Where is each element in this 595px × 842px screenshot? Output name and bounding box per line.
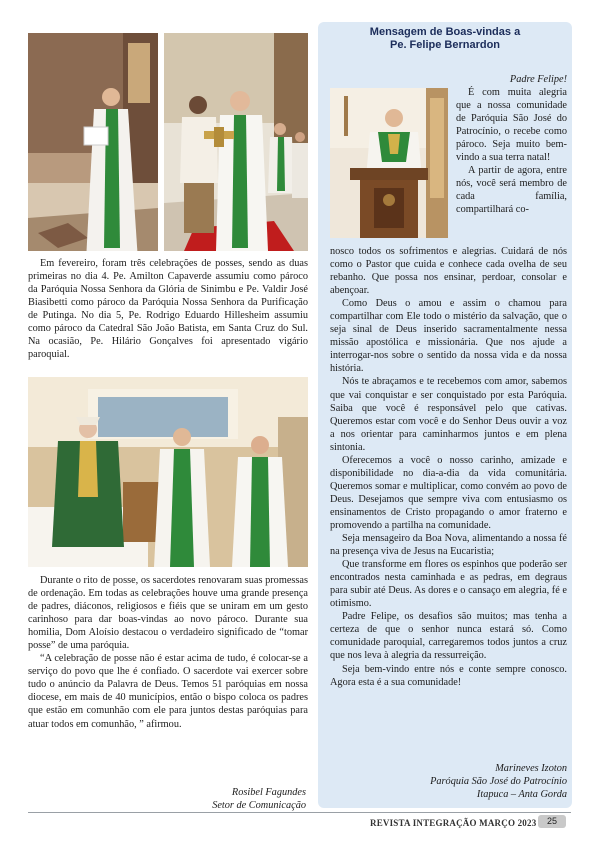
- right-signature: [380, 762, 567, 801]
- welcome-paragraph-2-start: A partir de agora, entre nós, você será membro de cada família, compartilhará co-: [456, 165, 567, 216]
- signer-parish: Paróquia São José do Patrocínio: [430, 776, 567, 787]
- wrap-text-beside-photo: [456, 86, 567, 216]
- signer-place: Itapuca – Anta Gorda: [476, 789, 567, 800]
- welcome-paragraph-7: Que transforme em flores os espinhos que poderão ser encontrados nesta caminhada e as pedras, em degraus para subir até Deus. As dores e o cansaço em alegria, fé e otimismo.: [330, 559, 567, 610]
- welcome-body: [330, 245, 567, 689]
- title-line-1: Mensagem de Boas-vindas a: [369, 26, 521, 38]
- footer-divider: [28, 812, 571, 813]
- greeting-text: Padre Felipe!: [509, 74, 567, 85]
- author-name: Rosibel Fagundes: [231, 787, 306, 798]
- welcome-paragraph-2-end: nosco todos os sofrimentos e alegrias. Cuidará de nós como o Pastor que cuida e conhece cada ovelha de seu rebanho. Que possa nos ensinar, perdoar, consolar e abençoar.: [330, 246, 567, 297]
- intro-text: Em fevereiro, foram três celebrações de posses, sendo as duas primeiras no dia 4. Pe. Amilton Capaverde assumiu como pároco da Paróquia Nossa Senhora da Glória de Sinimbu e Pe. Valdir José Biasibetti como pároco da Paróquia Nossa Senhora da Purificação de Putinga. No dia 5, Pe. Rodrigo Eduardo Hillesheim assumiu como pároco da Catedral São João Batista, em Santa Cruz do Sul. Na ocasião, Pe. Hilário Gonçalves foi apresentado vigário paroquial.: [28, 258, 308, 361]
- rite-text: Durante o rito de posse, os sacerdotes renovaram suas promessas de ordenação. Em todas as celebrações houve uma grande presença de padres, diáconos, religiosos e fiéis que se uniram em um gesto carinhoso para dar boas-vindas ao novo pároco. Durante sua homilia, Dom Aloísio destacou o verdadeiro significado de “tomar posse” de uma paróquia.: [28, 575, 308, 652]
- photo-priest-reading: [28, 33, 158, 251]
- welcome-paragraph-4: Nós te abraçamos e te recebemos com amor, sabemos que vai conquistar e ser conquistado por esta Paróquia. Saiba que você é responsável pelo que cativas. Queremos estar com você e do Senhor Deus ouvir a voz a nos orientar para caminharmos juntos e em plena sintonia.: [330, 376, 567, 453]
- signer-name: Marineves Izoton: [495, 763, 567, 774]
- welcome-title: [318, 26, 572, 52]
- footer-magazine: REVISTA INTEGRAÇÃO MARÇO 2023: [370, 818, 537, 828]
- greeting: [456, 73, 567, 86]
- left-signature: [120, 786, 306, 812]
- photo-key-ceremony: [164, 33, 308, 251]
- photo-bishop-and-priests: [28, 377, 308, 567]
- welcome-paragraph-1: É com muita alegria que a nossa comunidade de Paróquia São José do Patrocínio, o recebe como pároco. Seja muito bem-vindo a sua terra natal!: [456, 87, 567, 164]
- intro-paragraph: [28, 257, 308, 361]
- page-number: 25: [538, 815, 566, 828]
- quote-text: “A celebração de posse não é estar acima de tudo, é colocar-se a serviço do povo que lhe é confiado. O sacerdote vai exercer sobre tudo o anúncio da Palavra de Deus. Temos 51 paróquias em nossa diocese, em mais de 40 municípios, então o bispo coloca os padres que estão em comunhão com ele para juntos destas paróquias para atuar todos em comunhão, ” afirmou.: [28, 653, 308, 730]
- welcome-paragraph-9: Seja bem-vindo entre nós e conte sempre conosco. Agora esta é a sua comunidade!: [330, 663, 567, 688]
- welcome-paragraph-3: Como Deus o amou e assim o chamou para compartilhar com Ele todo o mistério da salvação, que o seja sinal de Deus inserido sacramentalmente nessa missão apostólica e missionária. Que nos ajude a interrogar-nos sobre o sentido da nossa vida e da nossa história.: [330, 298, 567, 375]
- welcome-paragraph-6: Seja mensageiro da Boa Nova, alimentando a nossa fé na presença viva de Jesus na Eucaristia;: [330, 533, 567, 558]
- welcome-paragraph-8: Padre Felipe, os desafios são muitos; mas tenha a certeza de que o senhor nunca estará só. Como comunidade paroquial, carregaremos todos juntos a cruz que nos leva à alegria da ressurreição.: [330, 611, 567, 662]
- rite-paragraphs: [28, 574, 308, 731]
- photo-priest-at-altar: [330, 88, 448, 238]
- title-line-2: Pe. Felipe Bernardon: [389, 39, 501, 51]
- author-role: Setor de Comunicação: [212, 800, 306, 811]
- welcome-paragraph-5: Oferecemos a você o nosso carinho, amizade e disponibilidade no dia-a-dia da vida comunitária. Queremos somar e multiplicar, como convém ao povo de Deus. Desejamos que sempre viva com entusiasmo os ensinamentos de Cristo propagando o amor fraterno e promovendo a partilha na comunidade.: [330, 454, 567, 531]
